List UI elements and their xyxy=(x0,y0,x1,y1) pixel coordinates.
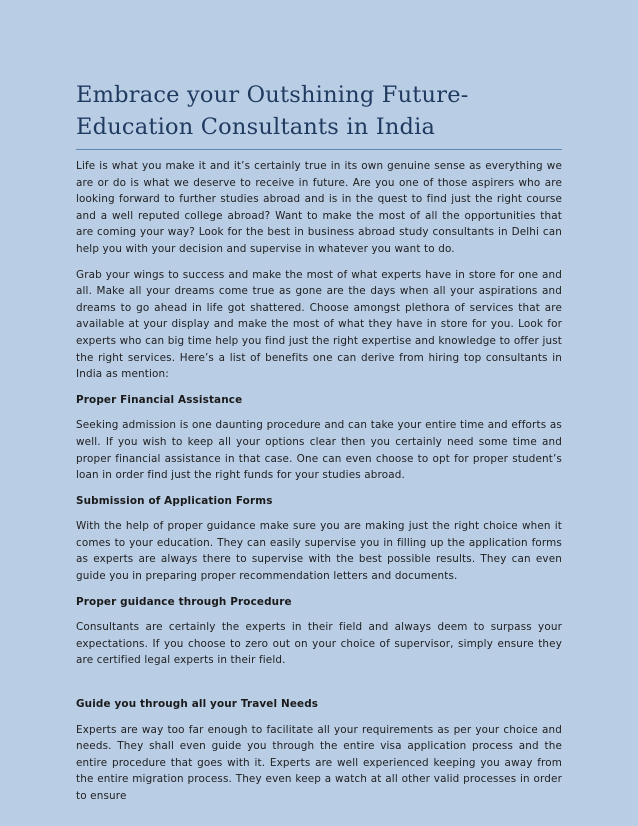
section-body-financial: Seeking admission is one daunting procedure and can take your entire time and efforts as well. If you wish to keep all your options clear then you certainly need some time and proper financial assistance in that case. One can even choose to opt for proper student’s loan in order find just the right funds for your studies abroad. xyxy=(76,419,562,482)
section-heading-application: Submission of Application Forms xyxy=(76,494,273,507)
title-line-1: Embrace your Outshining Future- xyxy=(76,82,469,108)
intro-paragraph-2: Grab your wings to success and make the most of what experts have in store for one and all. Make all your dreams come true as gone are the days when all your aspirations and dreams to go ahead in life got shattered. Choose amongst plethora of services that are available at your display and make the most of what they have in store for you. Look for experts who can big time help you find just the right expertise and knowledge to offer just the right services. Here’s a list of benefits one can derive from hiring top consultants in India as mention: xyxy=(76,268,562,381)
title-line-2: Education Consultants in India xyxy=(76,114,436,140)
document-title xyxy=(76,79,562,150)
section-body-procedure: Consultants are certainly the experts in their field and always deem to surpass your expectations. If you choose to zero out on your choice of supervisor, simply ensure they are certified legal experts in their field. xyxy=(76,621,562,667)
document-body xyxy=(76,158,562,805)
section-heading-travel: Guide you through all your Travel Needs xyxy=(76,698,319,711)
paragraph-spacer xyxy=(76,678,562,696)
section-heading-procedure: Proper guidance through Procedure xyxy=(76,595,292,608)
section-heading-financial: Proper Financial Assistance xyxy=(76,393,243,406)
section-body-travel: Experts are way too far enough to facilitate all your requirements as per your choice and needs. They shall even guide you through the entire visa application process and the entire procedure that goes with it. Experts are well experienced keeping you away from the entire migration process. They even keep a watch at all other valid processes in order to ensure xyxy=(76,723,562,802)
section-body-application: With the help of proper guidance make sure you are making just the right choice when it comes to your education. They can easily supervise you in filling up the application forms as experts are always there to supervise with the best possible results. They can even guide you in preparing proper recommendation letters and documents. xyxy=(76,520,562,583)
intro-paragraph-1: Life is what you make it and it’s certainly true in its own genuine sense as everything we are or do is what we deserve to receive in future. Are you one of those aspirers who are looking forward to further studies abroad and is in the quest to find just the right course and a well reputed college abroad? Want to make the most of all the opportunities that are coming your way? Look for the best in business abroad study consultants in Delhi can help you with your decision and supervise in whatever you want to do. xyxy=(76,160,562,255)
